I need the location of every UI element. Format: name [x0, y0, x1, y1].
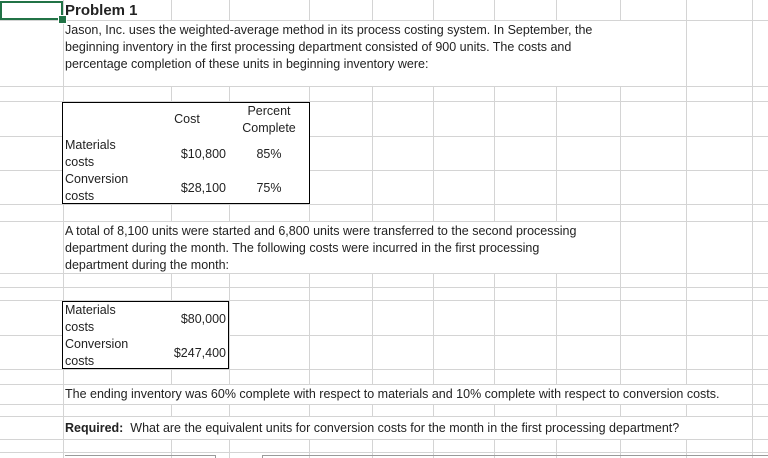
problem-title: Problem 1: [65, 2, 138, 19]
header-complete: Complete: [242, 121, 296, 135]
selected-cell[interactable]: [0, 1, 63, 20]
row-conversion-label-2: costs: [65, 189, 95, 203]
intro-line-2: beginning inventory in the first processing department consisted of 900 units. The costs and: [65, 40, 572, 54]
conversion-cost-value: $28,100: [180, 181, 226, 195]
materials-cost-value: $10,800: [180, 147, 226, 161]
t2-conversion-cost: $247,400: [173, 346, 226, 360]
conversion-percent-value: 75%: [256, 181, 282, 195]
ending-inventory-text: The ending inventory was 60% complete with respect to materials and 10% complete with respect to conversion costs.: [65, 387, 720, 401]
middle-line-1: A total of 8,100 units were started and 6,800 units were transferred to the second processing: [65, 224, 577, 238]
middle-line-2: department during the month. The following costs were incurred in the first processing: [65, 241, 540, 255]
header-cost: Cost: [174, 112, 200, 126]
t2-conversion-label-1: Conversion: [65, 337, 129, 351]
intro-line-3: percentage completion of these units in beginning inventory were:: [65, 57, 429, 71]
required-label: Required:: [65, 421, 124, 435]
t2-materials-label-2: costs: [65, 320, 95, 334]
row-conversion-label-1: Conversion: [65, 172, 129, 186]
required-question: What are the equivalent units for conversion costs for the month in the first processing department?: [130, 421, 680, 435]
materials-percent-value: 85%: [256, 147, 282, 161]
middle-line-3: department during the month:: [65, 258, 229, 272]
t2-conversion-label-2: costs: [65, 354, 95, 368]
row-materials-label-1: Materials: [65, 138, 116, 152]
row-materials-label-2: costs: [65, 155, 95, 169]
t2-materials-label-1: Materials: [65, 303, 116, 317]
header-percent: Percent: [247, 104, 291, 118]
t2-materials-cost: $80,000: [180, 312, 226, 326]
intro-line-1: Jason, Inc. uses the weighted-average method in its process costing system. In September, the: [65, 23, 593, 37]
required-line: [65, 420, 679, 437]
